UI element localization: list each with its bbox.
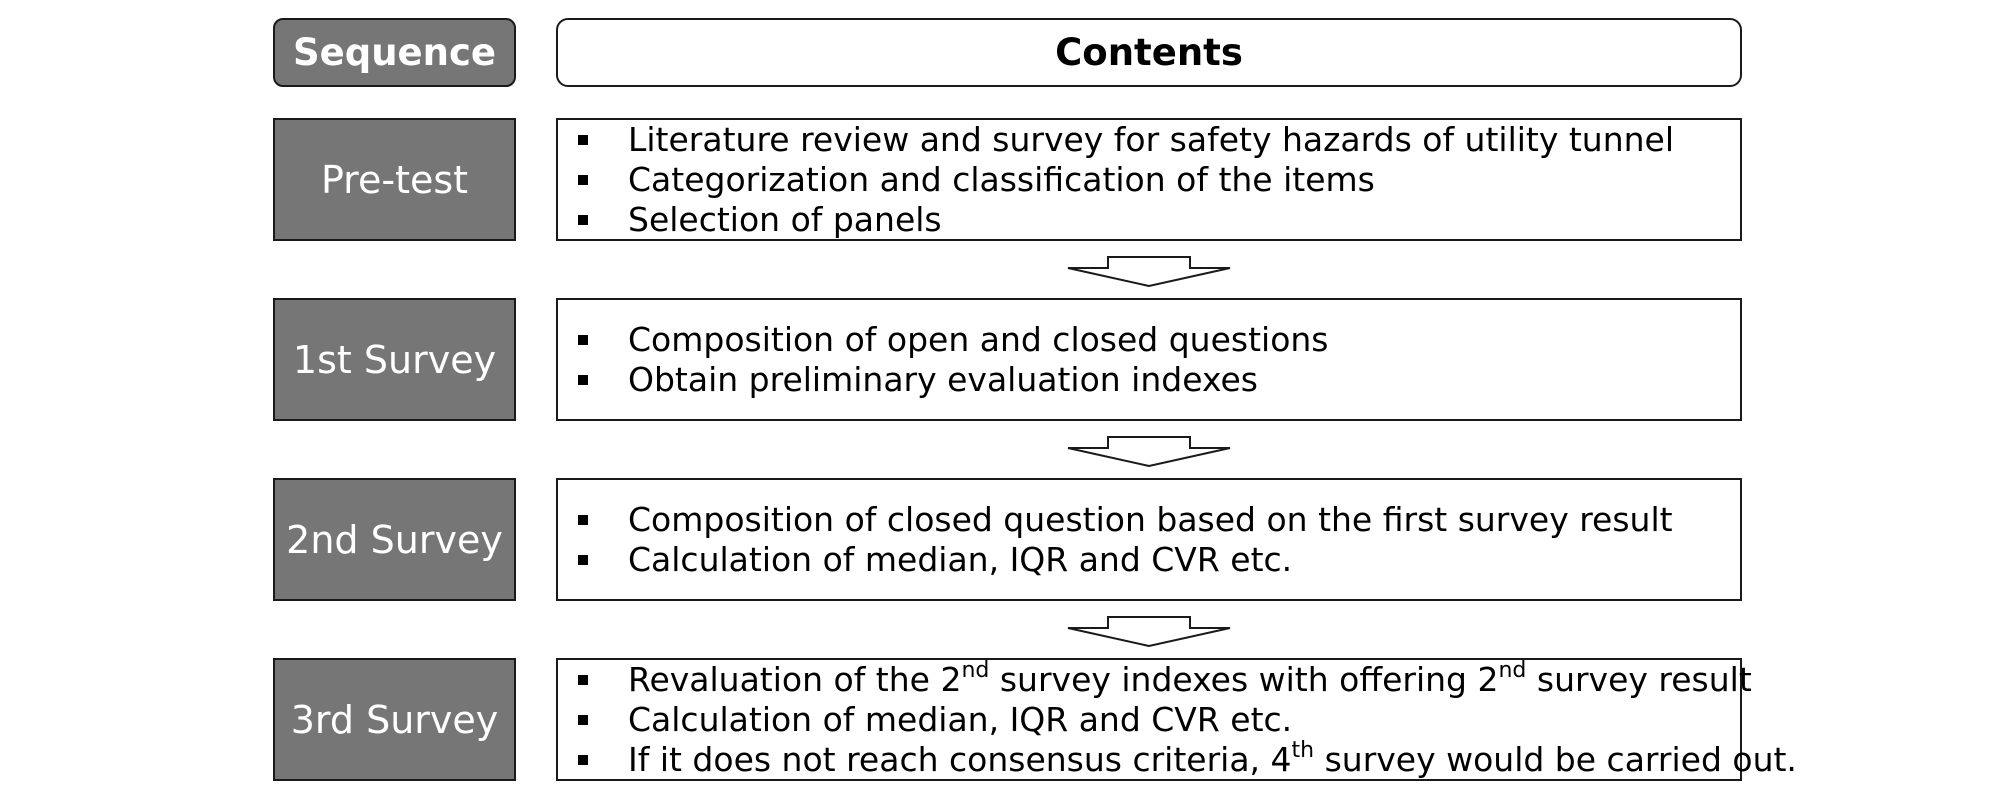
bullet-list (558, 500, 1740, 580)
list-item: Selection of panels (558, 200, 1740, 240)
contents-pre-test (556, 118, 1742, 241)
sequence-3rd-survey: 3rd Survey (273, 658, 516, 781)
list-item: Categorization and classification of the items (558, 160, 1740, 200)
contents-1st-survey (556, 298, 1742, 421)
ordinal-suffix: nd (961, 657, 990, 683)
sequence-1st-survey: 1st Survey (273, 298, 516, 421)
list-item: Composition of open and closed questions (558, 320, 1740, 360)
list-item (558, 657, 1752, 700)
sequence-header: Sequence (273, 18, 516, 87)
text-segment: If it does not reach consensus criteria, 4 (628, 739, 1292, 779)
list-item: Composition of closed question based on the first survey result (558, 500, 1740, 540)
sequence-2nd-survey: 2nd Survey (273, 478, 516, 601)
down-arrow-icon (1066, 616, 1232, 648)
text-segment: survey indexes with offering 2 (989, 659, 1499, 699)
list-item: Calculation of median, IQR and CVR etc. (558, 540, 1740, 580)
list-item: Literature review and survey for safety hazards of utility tunnel (558, 120, 1740, 160)
list-item (558, 737, 1797, 780)
contents-3rd-survey (556, 657, 1797, 781)
down-arrow-icon (1066, 256, 1232, 288)
ordinal-suffix: nd (1498, 657, 1527, 683)
text-segment: survey would be carried out. (1314, 739, 1797, 779)
contents-2nd-survey (556, 478, 1742, 601)
ordinal-suffix: th (1291, 737, 1315, 763)
contents-header: Contents (556, 18, 1742, 87)
down-arrow-icon (1066, 436, 1232, 468)
bullet-list (558, 120, 1740, 240)
text-segment: Revaluation of the 2 (628, 659, 962, 699)
list-item: Obtain preliminary evaluation indexes (558, 360, 1740, 400)
bullet-list (558, 657, 1797, 780)
bullet-list (558, 320, 1740, 400)
list-item: Calculation of median, IQR and CVR etc. (558, 700, 1740, 740)
text-segment: survey result (1526, 659, 1752, 699)
sequence-pre-test: Pre-test (273, 118, 516, 241)
